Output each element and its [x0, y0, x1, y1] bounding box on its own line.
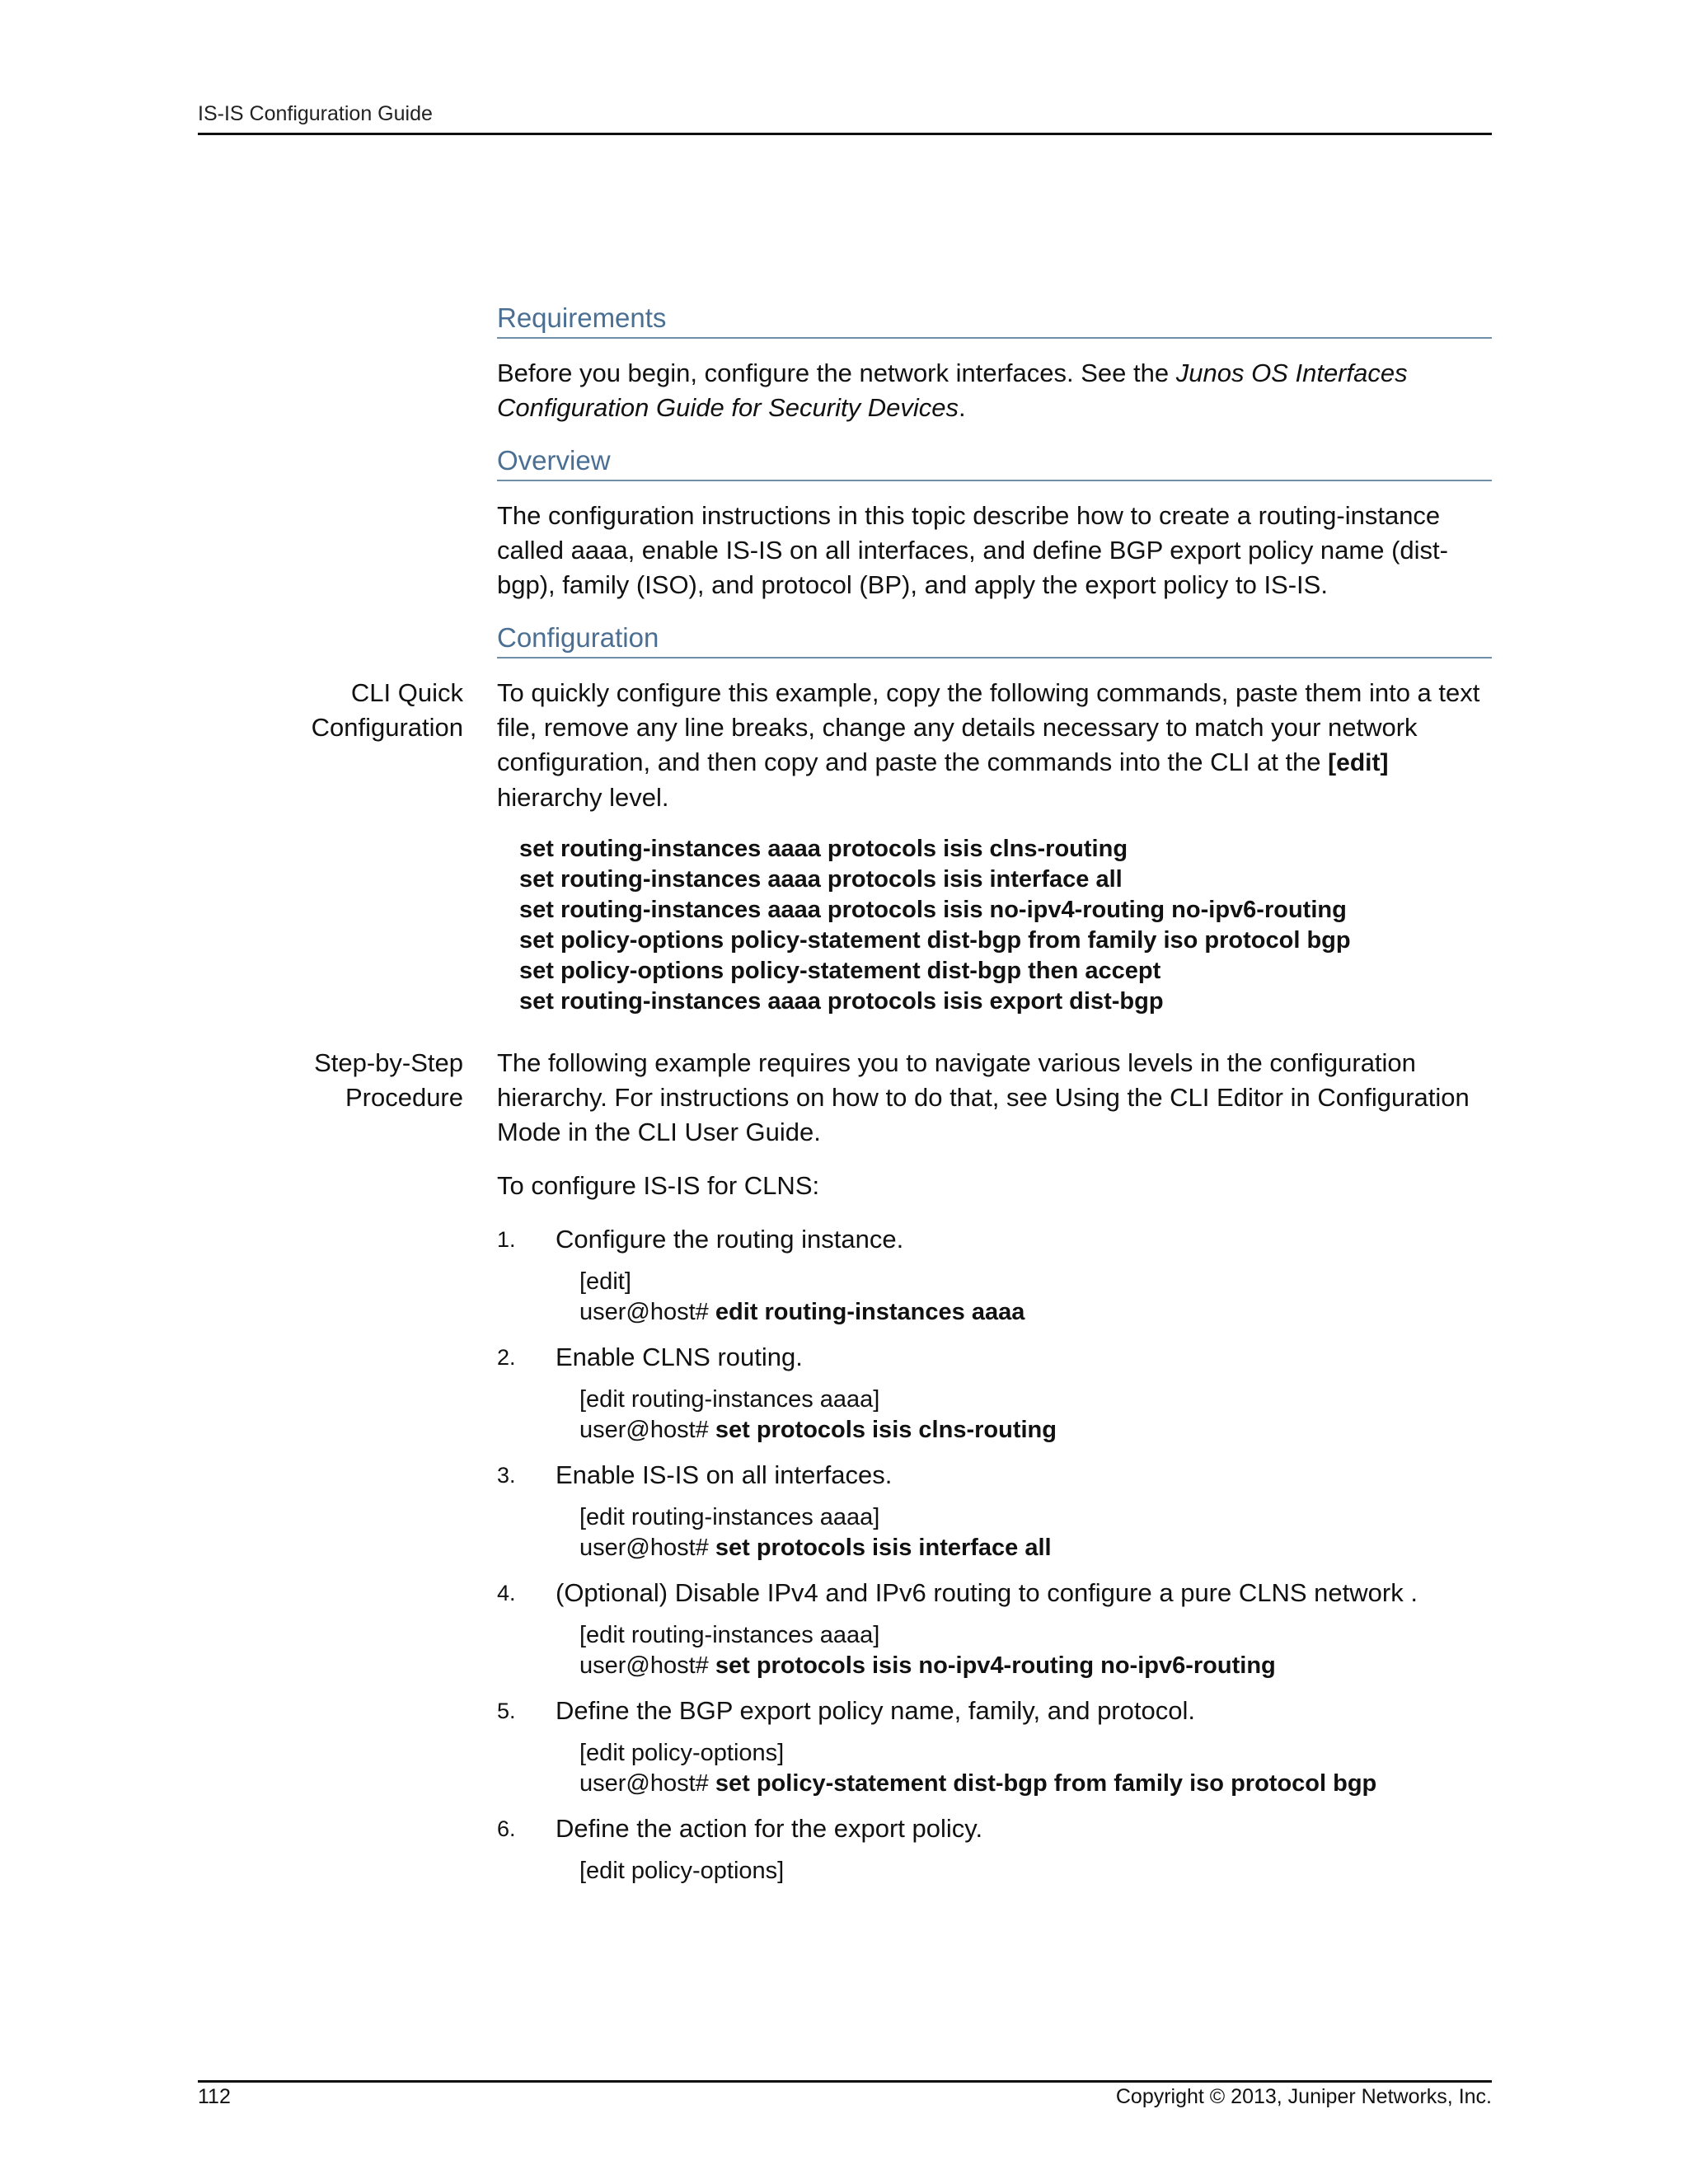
cli-prompt: user@host# — [579, 1417, 715, 1443]
cli-quick-text-end: hierarchy level. — [497, 783, 669, 812]
overview-heading: Overview — [497, 444, 1492, 481]
footer-rule — [198, 2080, 1492, 2083]
step-text: Define the BGP export policy name, family, and protocol. — [556, 1696, 1195, 1725]
cli-quick-commands — [519, 834, 1492, 1017]
step-item — [497, 1458, 1492, 1563]
header-rule — [198, 133, 1492, 135]
requirements-text-end: . — [958, 393, 966, 422]
cli-prompt: user@host# — [579, 1299, 715, 1325]
step-text: (Optional) Disable IPv4 and IPv6 routing to configure a pure CLNS network . — [556, 1578, 1418, 1607]
step-code — [579, 1620, 1492, 1681]
cli-prompt: user@host# — [579, 1652, 715, 1679]
command-line: set policy-options policy-statement dist-bgp then accept — [519, 958, 1161, 984]
step-by-step-lead: To configure IS-IS for CLNS: — [497, 1171, 820, 1200]
step-code — [579, 1856, 1492, 1886]
requirements-heading: Requirements — [497, 302, 1492, 339]
page-number: 112 — [198, 2085, 231, 2108]
step-list — [497, 1222, 1492, 1886]
step-context: [edit] — [579, 1268, 631, 1295]
step-number: 2. — [497, 1345, 516, 1370]
cli-command: set protocols isis clns-routing — [715, 1417, 1057, 1443]
cli-quick-text — [497, 676, 1492, 815]
step-context: [edit routing-instances aaaa] — [579, 1622, 880, 1648]
step-number: 6. — [497, 1816, 516, 1841]
command-line: set routing-instances aaaa protocols isis export dist-bgp — [519, 988, 1164, 1015]
command-line: set policy-options policy-statement dist-bgp from family iso protocol bgp — [519, 927, 1351, 954]
cli-quick-text-start: To quickly configure this example, copy the following commands, paste them into a text file, remove any line breaks, change any details necessary to match your network configuration, and then copy and paste the commands into the CLI at the — [497, 678, 1480, 776]
step-code — [579, 1385, 1492, 1446]
cli-prompt: user@host# — [579, 1535, 715, 1561]
cli-quick-label-line1: CLI Quick — [350, 678, 463, 707]
step-item — [497, 1340, 1492, 1446]
cli-command: set protocols isis interface all — [715, 1535, 1052, 1561]
step-item — [497, 1576, 1492, 1681]
step-code — [579, 1738, 1492, 1799]
step-number: 4. — [497, 1581, 516, 1605]
configuration-heading: Configuration — [497, 621, 1492, 658]
step-item — [497, 1811, 1492, 1886]
overview-text: The configuration instructions in this topic describe how to create a routing-instance called aaaa, enable IS-IS on all interfaces, and define BGP export policy name (dist-bgp), family (ISO), and protocol (BP), and apply the export policy to IS-IS. — [497, 501, 1448, 599]
cli-command: set protocols isis no-ipv4-routing no-ipv6-routing — [715, 1652, 1276, 1679]
step-text: Configure the routing instance. — [556, 1225, 904, 1254]
cli-quick-label-line2: Configuration — [311, 713, 463, 742]
step-text: Define the action for the export policy. — [556, 1814, 983, 1843]
step-command-line — [579, 1533, 1492, 1563]
step-code — [579, 1267, 1492, 1328]
step-command-line — [579, 1297, 1492, 1328]
step-context: [edit routing-instances aaaa] — [579, 1386, 880, 1413]
step-context: [edit policy-options] — [579, 1858, 785, 1884]
step-by-step-intro: The following example requires you to navigate various levels in the configuration hierarchy. For instructions on how to do that, see Using the CLI Editor in Configuration Mode in the CLI User Guide. — [497, 1048, 1470, 1146]
step-context: [edit routing-instances aaaa] — [579, 1504, 880, 1530]
step-by-step-label — [216, 1046, 463, 1115]
step-number: 3. — [497, 1463, 516, 1488]
step-by-step-block — [314, 1046, 1492, 1886]
step-command-line — [579, 1769, 1492, 1799]
step-text: Enable CLNS routing. — [556, 1343, 803, 1371]
cli-prompt: user@host# — [579, 1770, 715, 1797]
command-line: set routing-instances aaaa protocols isis interface all — [519, 866, 1123, 893]
command-line: set routing-instances aaaa protocols isis clns-routing — [519, 836, 1128, 862]
edit-hierarchy-keyword: [edit] — [1328, 749, 1389, 776]
cli-quick-configuration-block — [311, 676, 1492, 1017]
requirements-text-start: Before you begin, configure the network interfaces. See the — [497, 359, 1176, 387]
copyright-notice: Copyright © 2013, Juniper Networks, Inc. — [1115, 2085, 1492, 2108]
step-by-step-label-line2: Procedure — [345, 1083, 463, 1112]
step-number: 1. — [497, 1227, 516, 1252]
cli-command: edit routing-instances aaaa — [715, 1299, 1025, 1325]
step-command-line — [579, 1415, 1492, 1446]
interfaces-guide-reference: Junos OS Interfaces Configuration Guide for Security Devices — [497, 359, 1408, 422]
step-number: 5. — [497, 1699, 516, 1723]
command-line: set routing-instances aaaa protocols isis no-ipv4-routing no-ipv6-routing — [519, 897, 1347, 923]
running-header: IS-IS Configuration Guide — [198, 102, 433, 125]
step-command-line — [579, 1651, 1492, 1681]
step-code — [579, 1502, 1492, 1563]
page-content — [311, 302, 1492, 1899]
step-context: [edit policy-options] — [579, 1740, 785, 1766]
cli-command: set policy-statement dist-bgp from family iso protocol bgp — [715, 1770, 1377, 1797]
cli-quick-configuration-label — [216, 676, 463, 745]
step-by-step-label-line1: Step-by-Step — [314, 1048, 463, 1077]
requirements-text — [497, 356, 1492, 425]
step-item — [497, 1222, 1492, 1328]
step-text: Enable IS-IS on all interfaces. — [556, 1460, 893, 1489]
step-item — [497, 1694, 1492, 1799]
